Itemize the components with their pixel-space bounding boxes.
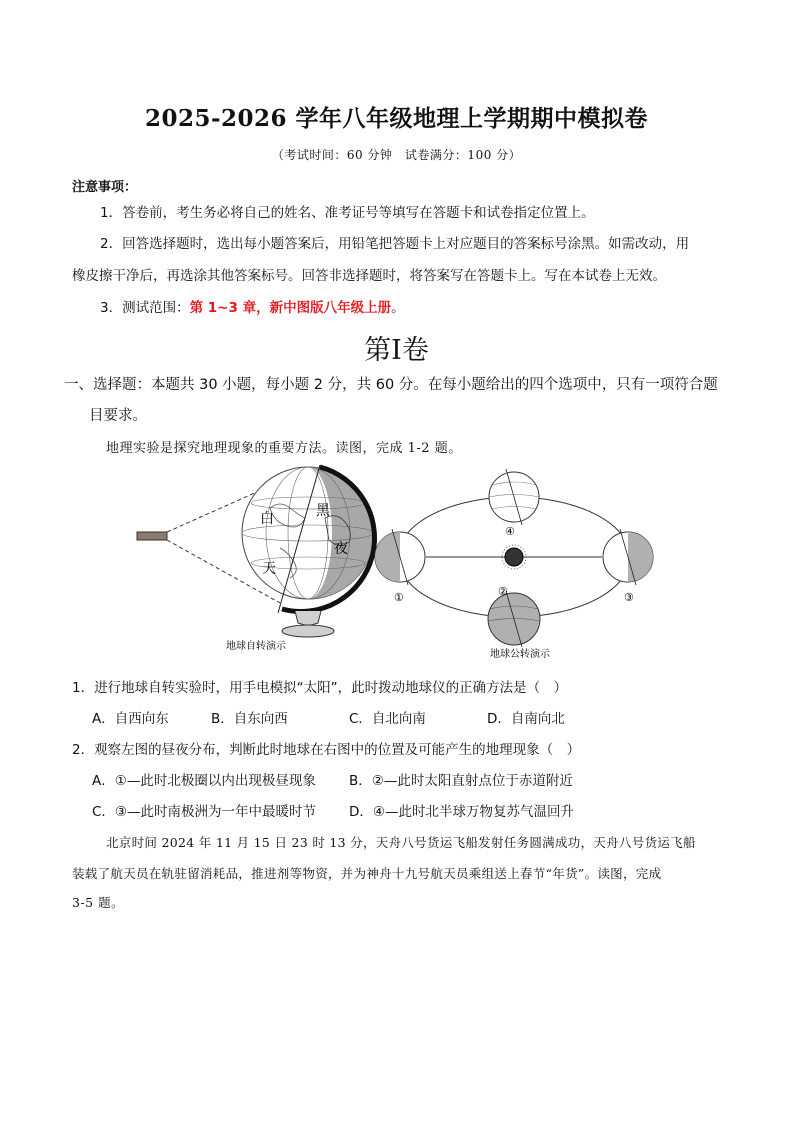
part-instructions-line2: 目要求。: [89, 408, 147, 424]
earth-position-1: [375, 529, 425, 604]
earth-position-4: [489, 469, 539, 538]
earth-rotation-revolution-figure: [130, 463, 670, 663]
night-char-2: 夜: [334, 541, 348, 557]
flashlight-icon: [137, 532, 167, 540]
revolution-demo: [375, 469, 653, 660]
position-4-label: ④: [505, 525, 515, 538]
note-item-3: [100, 302, 405, 316]
rotation-caption: 地球自转演示: [226, 641, 286, 652]
question-2-option-d: D．④—此时北半球万物复苏气温回升: [349, 804, 574, 820]
note-item-2-line1: 2．回答选择题时，选出每小题答案后，用铅笔把答题卡上对应题目的答案标号涂黑。如需改动，用: [100, 236, 690, 252]
notes-heading: 注意事项：: [72, 180, 138, 195]
question-1-stem: 1．进行地球自转实验时，用手电模拟“太阳”，此时拨动地球仪的正确方法是（ ）: [72, 680, 568, 696]
passage-2-line3: 3-5 题。: [72, 895, 125, 910]
globe-stand: [282, 625, 334, 637]
test-range: 第 1~3 章，新中图版八年级上册: [189, 300, 392, 316]
position-2-label: ②: [498, 585, 508, 598]
note-item-1: 1．答卷前，考生务必将自己的姓名、准考证号等填写在答题卡和试卷指定位置上。: [100, 205, 595, 221]
question-1-option-c: C．自北向南: [349, 711, 426, 727]
night-char-1: 黑: [316, 503, 330, 519]
page-title: 2025-2026 学年八年级地理上学期期中模拟卷: [144, 105, 649, 132]
earth-position-2: [488, 585, 540, 647]
passage-2-line2: 装载了航天员在轨驻留消耗品，推进剂等物资，并为神舟十九号航天员乘组送上春节“年货”。读图，完成: [72, 866, 662, 881]
question-2-stem: 2．观察左图的昼夜分布，判断此时地球在右图中的位置及可能产生的地理现象（ ）: [72, 742, 581, 758]
question-1-option-a: A．自西向东: [92, 711, 169, 727]
note-item-3-suffix: 。: [391, 300, 405, 316]
section-title: 第I卷: [364, 335, 429, 366]
exam-subtitle: （考试时间：60 分钟 试卷满分：100 分）: [271, 148, 522, 162]
day-char-2: 天: [262, 561, 276, 577]
part-instructions-line1: 一、选择题：本题共 30 小题，每小题 2 分，共 60 分。在每小题给出的四个选项中，只有一项符合题: [64, 377, 718, 393]
question-2-option-a: A．①—此时北极圈以内出现极昼现象: [92, 773, 316, 789]
question-2-option-b: B．②—此时太阳直射点位于赤道附近: [349, 773, 573, 789]
rotation-demo: [137, 465, 374, 652]
position-1-label: ①: [394, 591, 404, 604]
day-char-1: 白: [260, 511, 274, 527]
passage-2-line1: 北京时间 2024 年 11 月 15 日 23 时 13 分，天舟八号货运飞船发射任务圆满成功，天舟八号货运飞船: [106, 835, 696, 850]
revolution-caption: 地球公转演示: [490, 649, 550, 660]
question-1-option-d: D．自南向北: [487, 711, 565, 727]
question-1-option-b: B．自东向西: [211, 711, 288, 727]
question-2-option-c: C．③—此时南极洲为一年中最暖时节: [92, 804, 317, 820]
passage-1: 地理实验是探究地理现象的重要方法。读图，完成 1-2 题。: [106, 441, 462, 456]
sun-icon: [505, 548, 523, 566]
note-item-3-prefix: 3．测试范围：: [100, 300, 190, 316]
note-item-2-line2: 橡皮擦干净后，再选涂其他答案标号。回答非选择题时，将答案写在答题卡上。写在本试卷上无效。: [72, 268, 666, 284]
position-3-label: ③: [624, 591, 634, 604]
earth-position-3: [603, 529, 653, 604]
